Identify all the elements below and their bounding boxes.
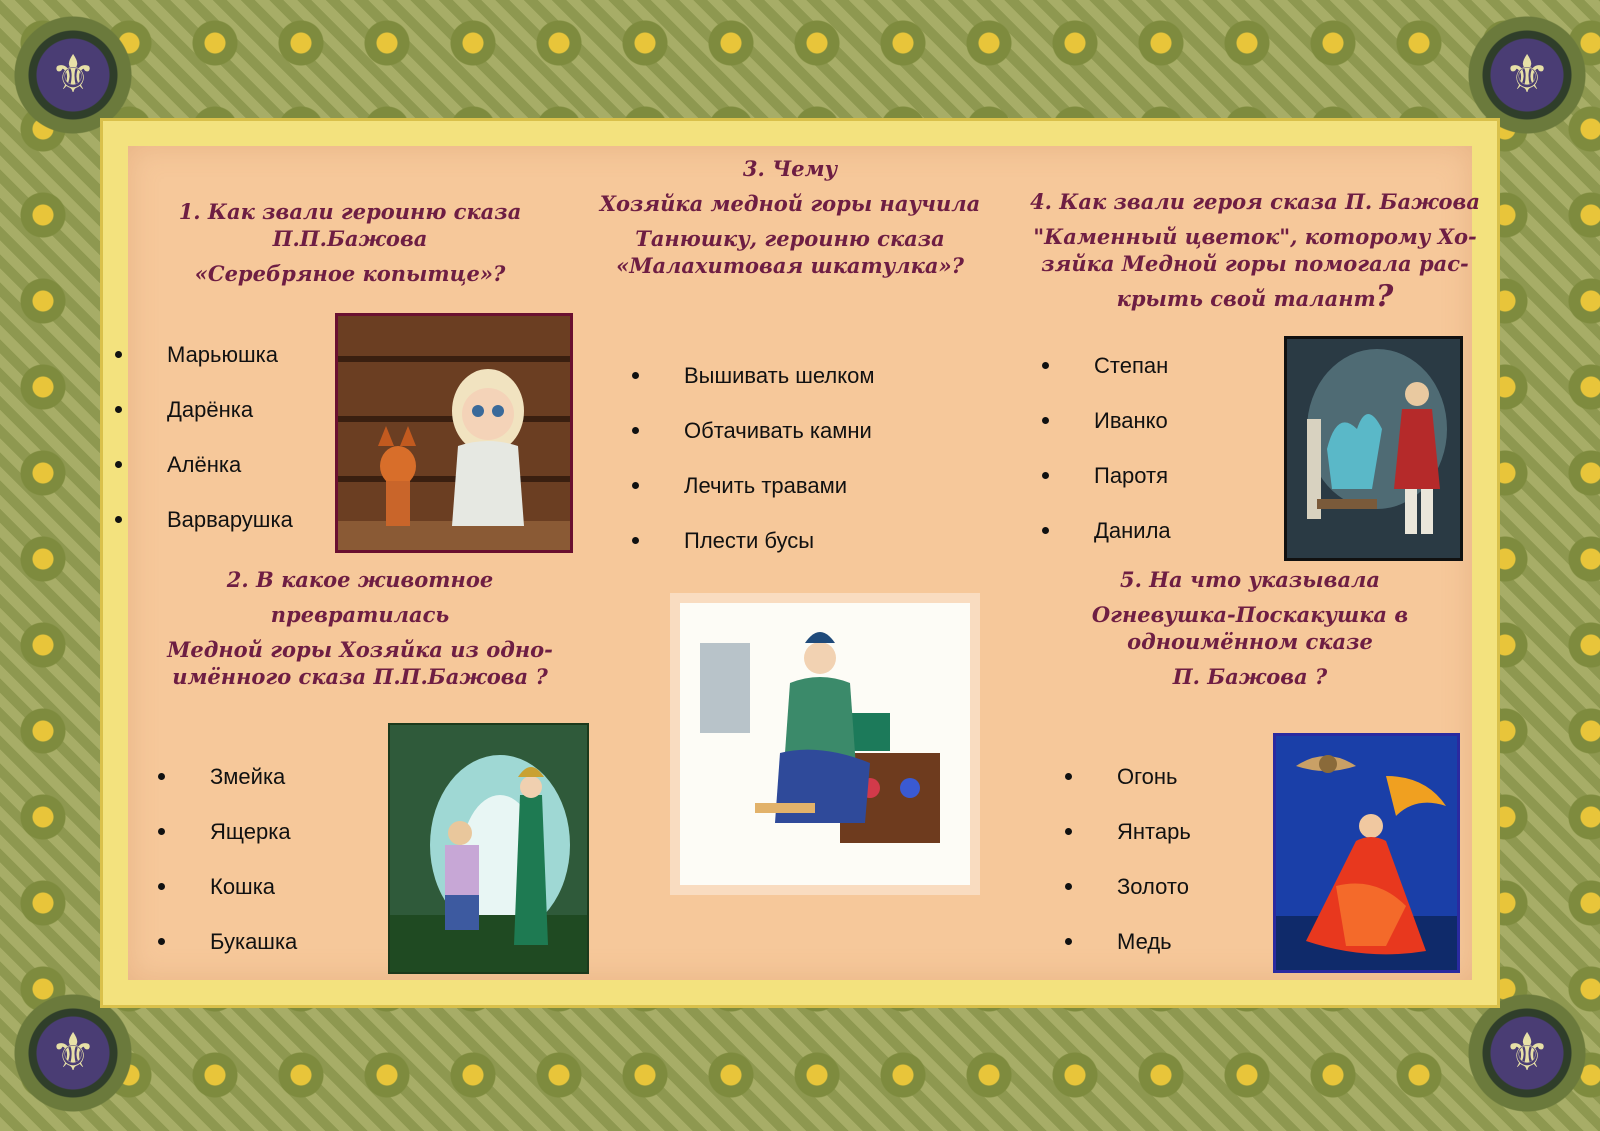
- answer-option[interactable]: Огонь: [1065, 762, 1191, 817]
- question-5-line-4: П. Бажова ?: [1172, 664, 1328, 689]
- girl-and-goat-illustration: [335, 313, 573, 553]
- answer-option[interactable]: Кошка: [158, 872, 297, 927]
- question-3-line-4: «Малахитовая шкатулка»?: [616, 253, 964, 278]
- question-2-line-2: превратилась: [270, 602, 450, 627]
- question-5-line-2: Огневушка-Поскакушка в: [1091, 602, 1409, 627]
- question-4-line-2: "Каменный цветок", которому Хо-: [1033, 224, 1477, 249]
- answer-option[interactable]: Степан: [1042, 351, 1171, 406]
- question-2-options: [158, 762, 297, 982]
- answer-option[interactable]: Плести бусы: [632, 526, 875, 581]
- question-2-line-3: Медной горы Хозяйка из одно-: [167, 637, 553, 662]
- answer-option[interactable]: Иванко: [1042, 406, 1171, 461]
- question-4: [1015, 188, 1495, 312]
- fleur-de-lis-icon: ⚜: [1503, 45, 1551, 105]
- answer-option[interactable]: Медь: [1065, 927, 1191, 982]
- fleur-de-lis-icon: ⚜: [49, 1023, 97, 1083]
- question-2-line-4: имённого сказа П.П.Бажова ?: [172, 664, 548, 689]
- question-5-options: [1065, 762, 1191, 982]
- answer-option[interactable]: Данила: [1042, 516, 1171, 571]
- question-4-options: [1042, 351, 1171, 571]
- question-1-line-1: 1. Как звали героиню сказа: [178, 199, 522, 224]
- answer-option[interactable]: Вышивать шелком: [632, 361, 875, 416]
- stone-flower-master-illustration: [1284, 336, 1463, 561]
- tanyushka-with-casket-illustration: [680, 603, 970, 885]
- question-5-line-3: одноимённом сказе: [1127, 629, 1373, 654]
- answer-option[interactable]: Алёнка: [115, 450, 293, 505]
- answer-option[interactable]: Обтачивать камни: [632, 416, 875, 471]
- answer-option[interactable]: Ящерка: [158, 817, 297, 872]
- answer-option[interactable]: Лечить травами: [632, 471, 875, 526]
- question-5-line-1: 5. На что указывала: [1119, 567, 1381, 592]
- answer-option[interactable]: Золото: [1065, 872, 1191, 927]
- answer-option[interactable]: Змейка: [158, 762, 297, 817]
- fleur-de-lis-icon: ⚜: [1503, 1023, 1551, 1083]
- question-4-line-4: крыть свой талант: [1116, 286, 1376, 311]
- question-1: [130, 198, 570, 287]
- answer-option[interactable]: Марьюшка: [115, 340, 293, 395]
- question-mark: ?: [1375, 279, 1394, 314]
- answer-option[interactable]: Паротя: [1042, 461, 1171, 516]
- question-1-line-3: «Серебряное копытце»?: [194, 261, 506, 286]
- question-1-line-2: П.П.Бажова: [272, 226, 428, 251]
- question-3-line-2: Хозяйка медной горы научила: [599, 191, 981, 216]
- mistress-of-copper-mountain-illustration: [388, 723, 589, 974]
- fleur-de-lis-icon: ⚜: [49, 45, 97, 105]
- question-2: [150, 566, 570, 690]
- question-1-options: [115, 340, 293, 560]
- answer-option[interactable]: Букашка: [158, 927, 297, 982]
- answer-option[interactable]: Янтарь: [1065, 817, 1191, 872]
- question-2-line-1: 2. В какое животное: [226, 567, 494, 592]
- question-4-line-1: 4. Как звали героя сказа П. Бажова: [1030, 189, 1480, 214]
- answer-option[interactable]: Варварушка: [115, 505, 293, 560]
- question-3-line-3: Танюшку, героиню сказа: [635, 226, 945, 251]
- question-5: [1050, 566, 1450, 690]
- fire-dancer-illustration: [1273, 733, 1460, 973]
- question-3-line-1: 3. Чему: [742, 156, 838, 181]
- question-4-line-3: зяйка Медной горы помогала рас-: [1041, 251, 1469, 276]
- question-3-options: [632, 361, 875, 581]
- question-3: [570, 155, 1010, 279]
- answer-option[interactable]: Дарёнка: [115, 395, 293, 450]
